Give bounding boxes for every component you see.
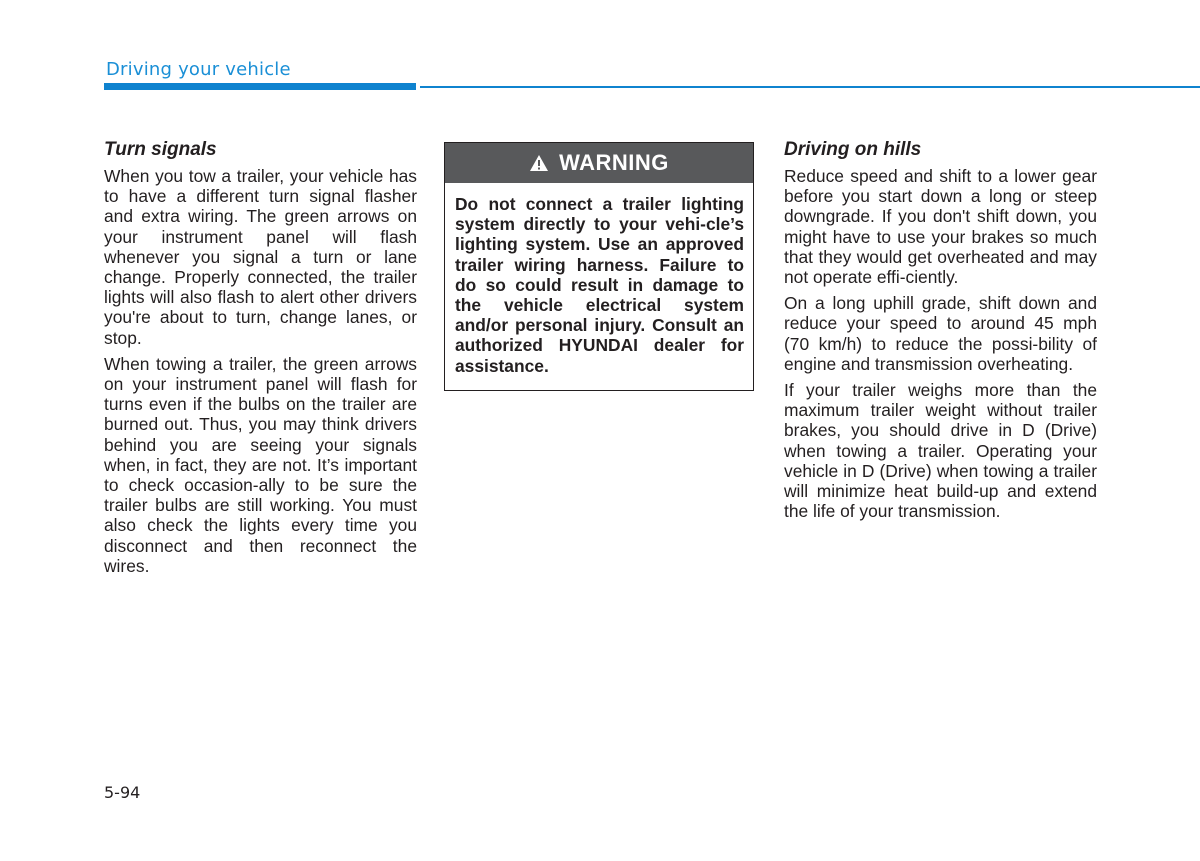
driving-on-hills-paragraph-1: Reduce speed and shift to a lower gear before you start down a long or steep downgrade. If you don't shift down, you might have to use your brakes so much that they would get overheated and may not operate effi-ciently. <box>784 166 1097 288</box>
page-number: 5-94 <box>104 783 141 802</box>
warning-box <box>444 142 754 391</box>
turn-signals-heading: Turn signals <box>104 139 217 160</box>
left-column <box>104 138 417 582</box>
driving-on-hills-paragraph-2: On a long uphill grade, shift down and reduce your speed to around 45 mph (70 km/h) to reduce the possi-bility of engine and transmission overheating. <box>784 293 1097 374</box>
section-title: Driving your vehicle <box>106 59 291 80</box>
driving-on-hills-heading: Driving on hills <box>784 139 922 160</box>
right-column <box>784 138 1097 527</box>
warning-header <box>445 143 753 183</box>
header-rule-thin <box>420 86 1200 88</box>
turn-signals-paragraph-2: When towing a trailer, the green arrows on your instrument panel will flash for turns even if the bulbs on the trailer are burned out. Thus, you may think drivers behind you are seeing your signals when, in fact, they are not. It’s important to check occasion-ally to be sure the trailer bulbs are still working. You must also check the lights every time you disconnect and then reconnect the wires. <box>104 353 417 576</box>
warning-text: Do not connect a trailer lighting system directly to your vehi-cle’s lighting system. Use an approved trailer wiring harness. Failure to do so could result in damage to the vehicle electrical system and/or personal injury. Consult an authorized HYUNDAI dealer for assistance. <box>455 194 744 376</box>
turn-signals-paragraph-1: When you tow a trailer, your vehicle has to have a different turn signal flasher and extra wiring. The green arrows on your instrument panel will flash whenever you signal a turn or lane change. Properly connected, the trailer lights will also flash to alert other drivers you're about to turn, change lanes, or stop. <box>104 166 417 348</box>
driving-on-hills-paragraph-3: If your trailer weighs more than the maximum trailer weight without trailer brakes, you should drive in D (Drive) when towing a trailer. Operating your vehicle in D (Drive) when towing a trailer will minimize heat build-up and extend the life of your transmission. <box>784 380 1097 522</box>
header-rule-thick <box>104 83 416 90</box>
warning-triangle-icon <box>529 154 549 172</box>
warning-label: WARNING <box>559 150 669 175</box>
